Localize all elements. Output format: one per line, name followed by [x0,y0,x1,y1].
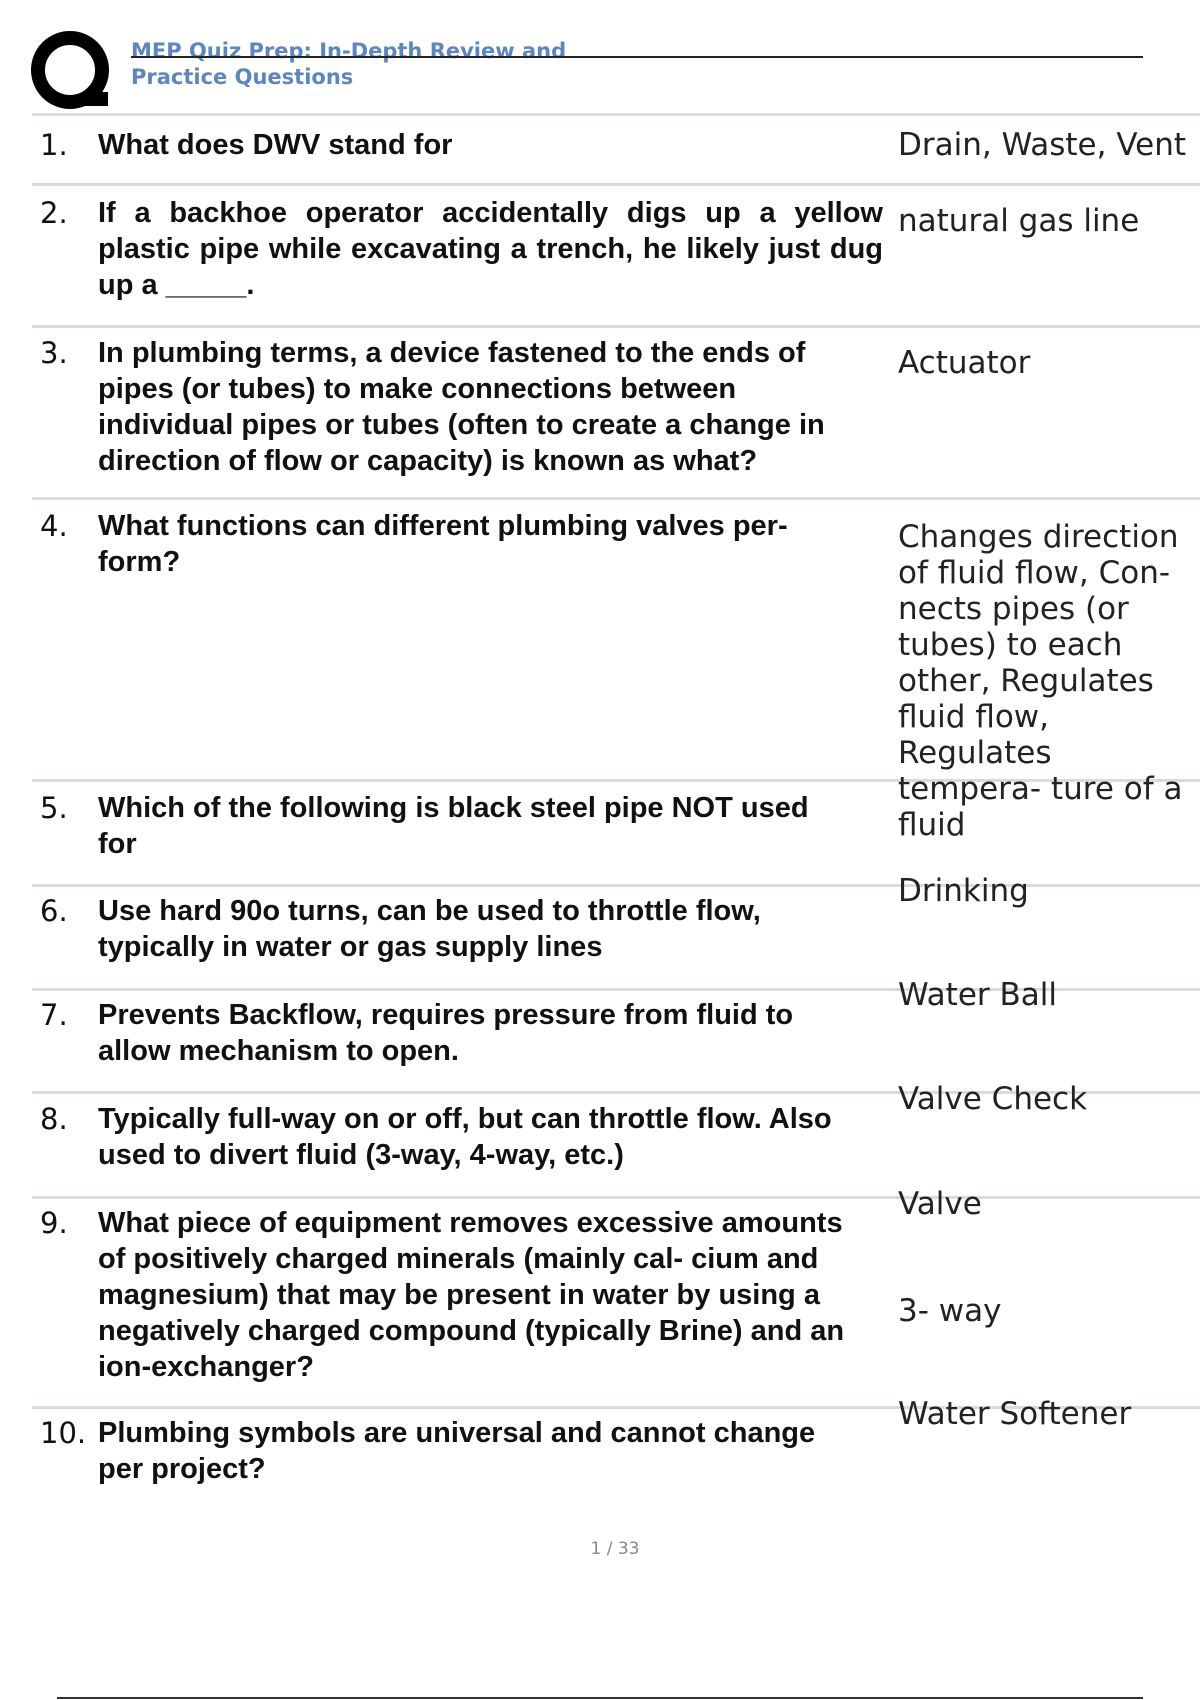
row-divider [32,183,1200,186]
question-text: Prevents Backflow, requires pressure from fluid to allow mechanism to open. [98,999,794,1067]
question-number: 5. [40,791,68,825]
question-number: 3. [40,336,68,370]
question-text: What piece of equipment removes excessive amounts of positively charged minerals (mainly cal- cium and magnesium) that may be present in water by using a negatively charged compound (typically Brine) and an ion-exchanger? [98,1207,845,1383]
answer-text: Valve [898,1186,982,1222]
footer-divider [57,1697,1143,1699]
answer-text: 3- way [898,1293,1002,1329]
page-indicator: 1 / 33 [590,1539,640,1559]
question-number: 9. [40,1206,68,1240]
question-text: What does DWV stand for [98,129,453,161]
question-text: In plumbing terms, a device fastened to the ends of pipes (or tubes) to make connections between individual pipes or tubes (often to create a change in direction of flow or capacity) is known as what? [98,337,825,477]
question-number: 7. [40,998,68,1032]
answer-text: Drain, Waste, Vent [898,127,1187,163]
question-number: 4. [40,509,68,543]
question-text: What functions can different plumbing valves per- form? [98,510,788,578]
question-number: 2. [40,196,68,230]
question-text: Which of the following is black steel pipe NOT used for [98,792,809,860]
answer-text: Drinking [898,873,1029,909]
question-text: Use hard 90o turns, can be used to throttle flow, typically in water or gas supply lines [98,895,761,963]
row-divider [32,325,1200,328]
answer-text: natural gas line [898,203,1140,239]
question-text: If a backhoe operator accidentally digs up a yellow plastic pipe while excavating a trench, he likely just dug up a _____. [98,197,883,301]
answer-text: Changes direction of fluid flow, Con- nects pipes (or tubes) to each other, Regulates fluid flow, Regulates tempera- ture of a fluid [898,519,1183,843]
question-number: 10. [40,1416,87,1450]
title-divider [131,56,1143,58]
question-number: 6. [40,894,68,928]
answer-text: Water Softener [898,1396,1132,1432]
question-number: 1. [40,128,68,162]
answer-text: Water Ball [898,977,1057,1013]
question-text: Typically full-way on or off, but can throttle flow. Also used to divert fluid (3-way, 4-way, etc.) [98,1103,832,1171]
answer-text: Actuator [898,345,1031,381]
question-number: 8. [40,1102,68,1136]
q-logo-icon [30,30,112,112]
answer-text: Valve Check [898,1081,1088,1117]
document-title: MEP Quiz Prep: In-Depth Review and Practice Questions [131,39,567,89]
row-divider [32,497,1200,500]
row-divider [32,113,1200,116]
question-text: Plumbing symbols are universal and cannot change per project? [98,1417,816,1485]
